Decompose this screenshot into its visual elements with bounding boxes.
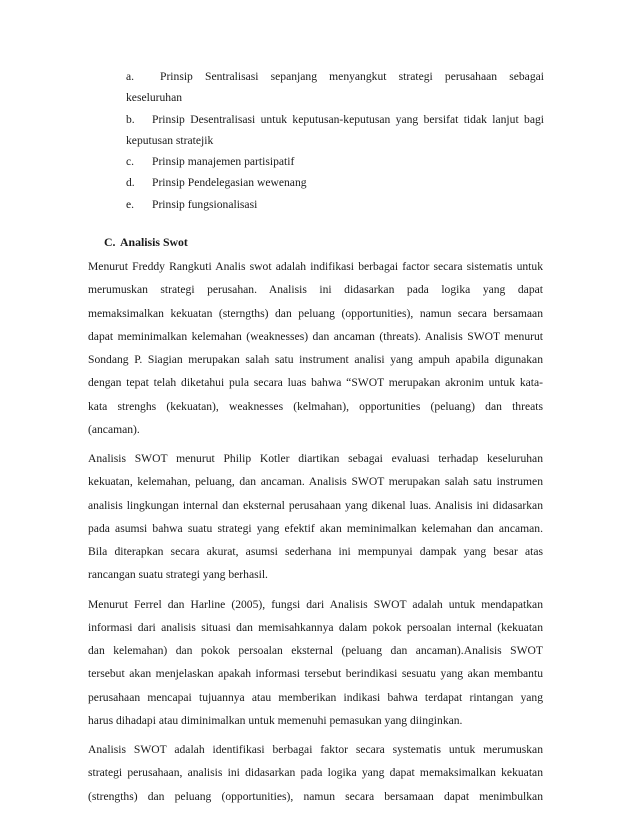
paragraph-line: Menurut Freddy Rangkuti Analis swot adalah indifikasi berbagai factor secara sistematis untuk bbox=[88, 260, 543, 273]
paragraph bbox=[88, 593, 543, 733]
list-marker: c. bbox=[126, 155, 135, 169]
paragraph bbox=[88, 447, 543, 587]
section-heading bbox=[104, 235, 188, 250]
paragraph-line: perusahaan mencapai tujuannya atau memberikan indikasi bahwa terdapat rintangan yang bbox=[88, 690, 543, 704]
paragraph-line: pada asumsi bahwa suatu strategi yang efektif akan meminimalkan kelemahan dan ancaman. bbox=[88, 521, 543, 535]
list-item-text: Prinsip Pendelegasian wewenang bbox=[152, 176, 307, 190]
paragraph-line: merumuskan strategi perusahan. Analisis ini didasarkan pada logika yang dapat bbox=[88, 283, 543, 297]
paragraph-line: informasi dari analisis situasi dan memisahkannya dalam pokok persoalan internal (kekuatan bbox=[88, 620, 543, 634]
paragraph-line: Analisis SWOT adalah identifikasi berbagai faktor secara systematis untuk merumuskan bbox=[88, 743, 543, 756]
paragraph-line: dengan tepat telah diketahui pula secara luas bahwa “SWOT merupakan akronim untuk kata- bbox=[88, 376, 543, 390]
paragraph-line: memaksimalkan kekuatan (sterngths) dan peluang (opportunities), namun secara bersamaan bbox=[88, 306, 543, 320]
paragraph-line: dan kelemahan) dan pokok persoalan eksternal (peluang dan ancaman).Analisis SWOT bbox=[88, 644, 543, 657]
paragraph-line: (strengths) dan peluang (opportunities), namun secara bersamaan dapat menimbulkan bbox=[88, 789, 543, 803]
paragraph-line: kata strenghs (kekuatan), weaknesses (kelmahan), opportunities (peluang) dan threats bbox=[88, 399, 543, 413]
paragraph-line: strategi perusahaan, analisis ini didasarkan pada logika yang dapat memaksimalkan kekuatan bbox=[88, 766, 543, 780]
list-item bbox=[126, 194, 544, 215]
list-marker: a. bbox=[126, 70, 135, 83]
list-item-continuation: keseluruhan bbox=[126, 91, 183, 105]
list-item-continuation: keputusan stratejik bbox=[126, 133, 214, 147]
list-item-text: Prinsip fungsionalisasi bbox=[152, 197, 258, 211]
paragraph-line: kekuatan, kelemahan, peluang, dan ancaman. Analisis SWOT merupakan salah satu instrumen bbox=[88, 475, 543, 489]
paragraph-line: rancangan suatu strategi yang berhasil. bbox=[88, 568, 268, 582]
list-marker: d. bbox=[126, 176, 135, 190]
paragraph bbox=[88, 255, 543, 441]
section-title: Analisis Swot bbox=[120, 235, 188, 249]
paragraph-line: (ancaman). bbox=[88, 422, 140, 436]
paragraph-line: analisis lingkungan internal dan eksternal perusahaan yang dikenal luas. Analisis ini didasarkan bbox=[88, 498, 543, 512]
list-item bbox=[126, 172, 544, 193]
list-item bbox=[126, 66, 544, 87]
section-body bbox=[88, 255, 543, 814]
principles-list bbox=[126, 66, 544, 215]
section-marker: C. bbox=[104, 235, 116, 249]
paragraph bbox=[88, 738, 543, 808]
paragraph-line: dapat meminimalkan kelemahan (weaknesses) dan ancaman (threats). Analisis SWOT menurut bbox=[88, 329, 543, 343]
list-item-text: Prinsip manajemen partisipatif bbox=[152, 155, 295, 169]
list-item bbox=[126, 109, 544, 130]
list-marker: e. bbox=[126, 197, 135, 211]
paragraph-line: harus dihadapi atau diminimalkan untuk memenuhi pemasukan yang diinginkan. bbox=[88, 713, 463, 727]
paragraph-line: Sondang P. Siagian merupakan salah satu instrument analisi yang ampuh apabila digunakan bbox=[88, 353, 543, 366]
list-item-text: Prinsip Sentralisasi sepanjang menyangkut strategi perusahaan sebagai bbox=[160, 70, 544, 83]
list-item-text: Prinsip Desentralisasi untuk keputusan-keputusan yang bersifat tidak lanjut bagi bbox=[152, 112, 544, 126]
paragraph-line: Analisis SWOT menurut Philip Kotler diartikan sebagai evaluasi terhadap keseluruhan bbox=[88, 452, 543, 465]
paragraph-line: Bila diterapkan secara akurat, asumsi sederhana ini mempunyai dampak yang besar atas bbox=[88, 545, 543, 558]
paragraph-line: Menurut Ferrel dan Harline (2005), fungsi dari Analisis SWOT adalah untuk mendapatkan bbox=[88, 597, 543, 611]
paragraph-line: tersebut akan menjelaskan apakah informasi tersebut berindikasi sesuatu yang akan membantu bbox=[88, 667, 543, 681]
list-item bbox=[126, 151, 544, 172]
list-marker: b. bbox=[126, 112, 135, 126]
